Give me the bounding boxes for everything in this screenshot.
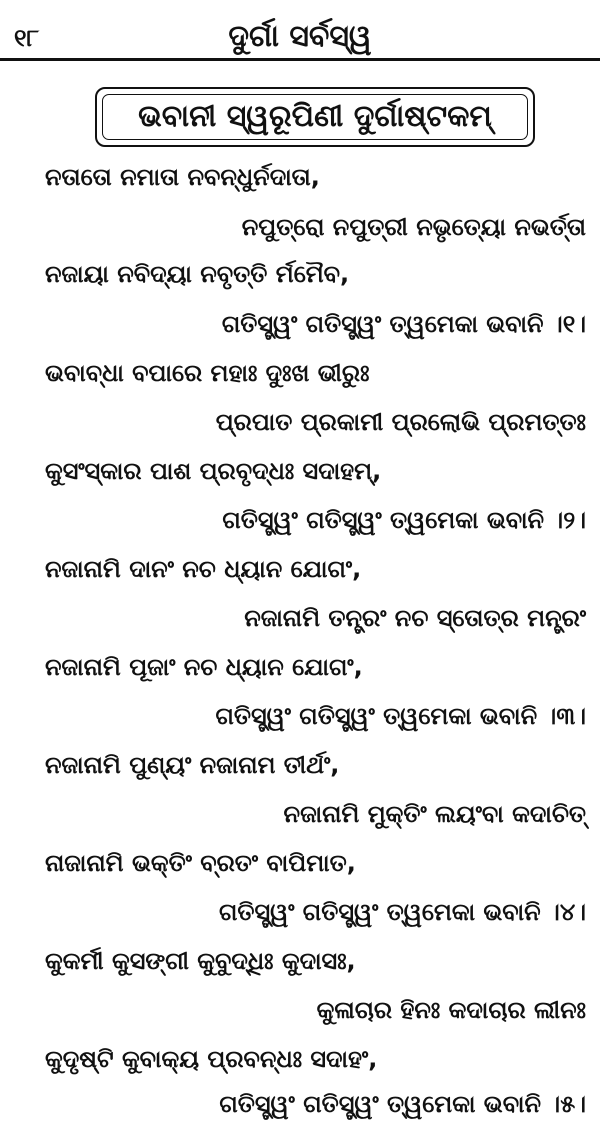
verse-line-15: ନାଜାନାମି ଭକ୍ତିଂ ବ୍ରତଂ ବାପିମାତ, xyxy=(45,849,356,877)
verse-line-19: କୁଦୃଷ୍ଟି କୁବାକ୍ୟ ପ୍ରବନ୍ଧଃ ସଦାହଂ, xyxy=(45,1045,378,1073)
verse-line-18: କୁଳାଚାର ହିନଃ କଦାଚାର ଲୀନଃ xyxy=(316,996,586,1024)
running-title: ଦୁର୍ଗା ସର୍ବସ୍ୱ xyxy=(228,19,372,54)
hymn-title: ଭବାନୀ ସ୍ୱରୂପିଣୀ ଦୁର୍ଗାଷ୍ଟକମ୍ xyxy=(138,99,492,134)
verse-line-8: ଗତିସ୍ତ୍ୱଂ ଗତିସ୍ତ୍ୱଂ ତ୍ୱମେକା ଭବାନି ।୨। xyxy=(222,506,586,534)
verse-line-6: ପ୍ରପାତ ପ୍ରକାମୀ ପ୍ରଲୋଭି ପ୍ରମତ୍ତଃ xyxy=(215,408,586,436)
verse-line-14: ନଜାନାମି ମୁକ୍ତିଂ ଲୟଂବା କଦାଚିତ୍ xyxy=(283,800,586,828)
verse-line-2: ନପୁତ୍ରୋ ନପୁତ୍ରୀ ନଭୃତ୍ୟୋ ନଭର୍ତ୍ତା xyxy=(241,213,586,241)
verse-line-10: ନଜାନାମି ତନ୍ତ୍ରଂ ନଚ ସ୍ତୋତ୍ର ମନ୍ତ୍ରଂ xyxy=(244,604,586,632)
verse-line-9: ନଜାନାମି ଦାନଂ ନଚ ଧ୍ୟାନ ଯୋଗଂ, xyxy=(45,555,362,583)
verse-line-17: କୁକର୍ମୀ କୁସଙ୍ଗୀ କୁବୁଦ୍ଧିଃ କୁଦାସଃ, xyxy=(45,947,356,975)
verse-line-3: ନଜାୟା ନବିଦ୍ୟା ନବୃତ୍ତି ର୍ମମୈବ, xyxy=(45,260,350,288)
verse-line-1: ନତାତୋ ନମାତା ନବନ୍ଧୁର୍ନଦାତା, xyxy=(45,163,320,191)
hymn-title-frame xyxy=(95,87,535,147)
verse-line-5: ଭବାବ୍ଧା ବପାରେ ମହାଃ ଦୁଃଖ ଭୀରୁଃ xyxy=(45,359,370,387)
page-header xyxy=(0,0,600,62)
verse-line-11: ନଜାନାମି ପୂଜାଂ ନଚ ଧ୍ୟାନ ଯୋଗଂ, xyxy=(45,653,363,681)
verse-line-20: ଗତିସ୍ତ୍ୱଂ ଗତିସ୍ତ୍ୱଂ ତ୍ୱମେକା ଭବାନି ।୫। xyxy=(219,1090,586,1118)
header-divider xyxy=(0,58,600,61)
page-number: ୧୮ xyxy=(14,24,40,52)
verse-line-13: ନଜାନାମି ପୁଣ୍ୟଂ ନଜାନାମ ତୀର୍ଥଂ, xyxy=(45,751,340,779)
verse-line-7: କୁସଂସ୍କାର ପାଶ ପ୍ରବୃଦ୍ଧଃ ସଦାହମ୍, xyxy=(45,457,382,485)
verse-line-4: ଗତିସ୍ତ୍ୱଂ ଗତିସ୍ତ୍ୱଂ ତ୍ୱମେକା ଭବାନି ।୧। xyxy=(221,310,586,338)
verse-line-12: ଗତିସ୍ତ୍ୱଂ ଗତିସ୍ତ୍ୱଂ ତ୍ୱମେକା ଭବାନି ।୩। xyxy=(215,702,586,730)
verse-line-16: ଗତିସ୍ତ୍ୱଂ ଗତିସ୍ତ୍ୱଂ ତ୍ୱମେକା ଭବାନି ।୪। xyxy=(218,898,586,926)
